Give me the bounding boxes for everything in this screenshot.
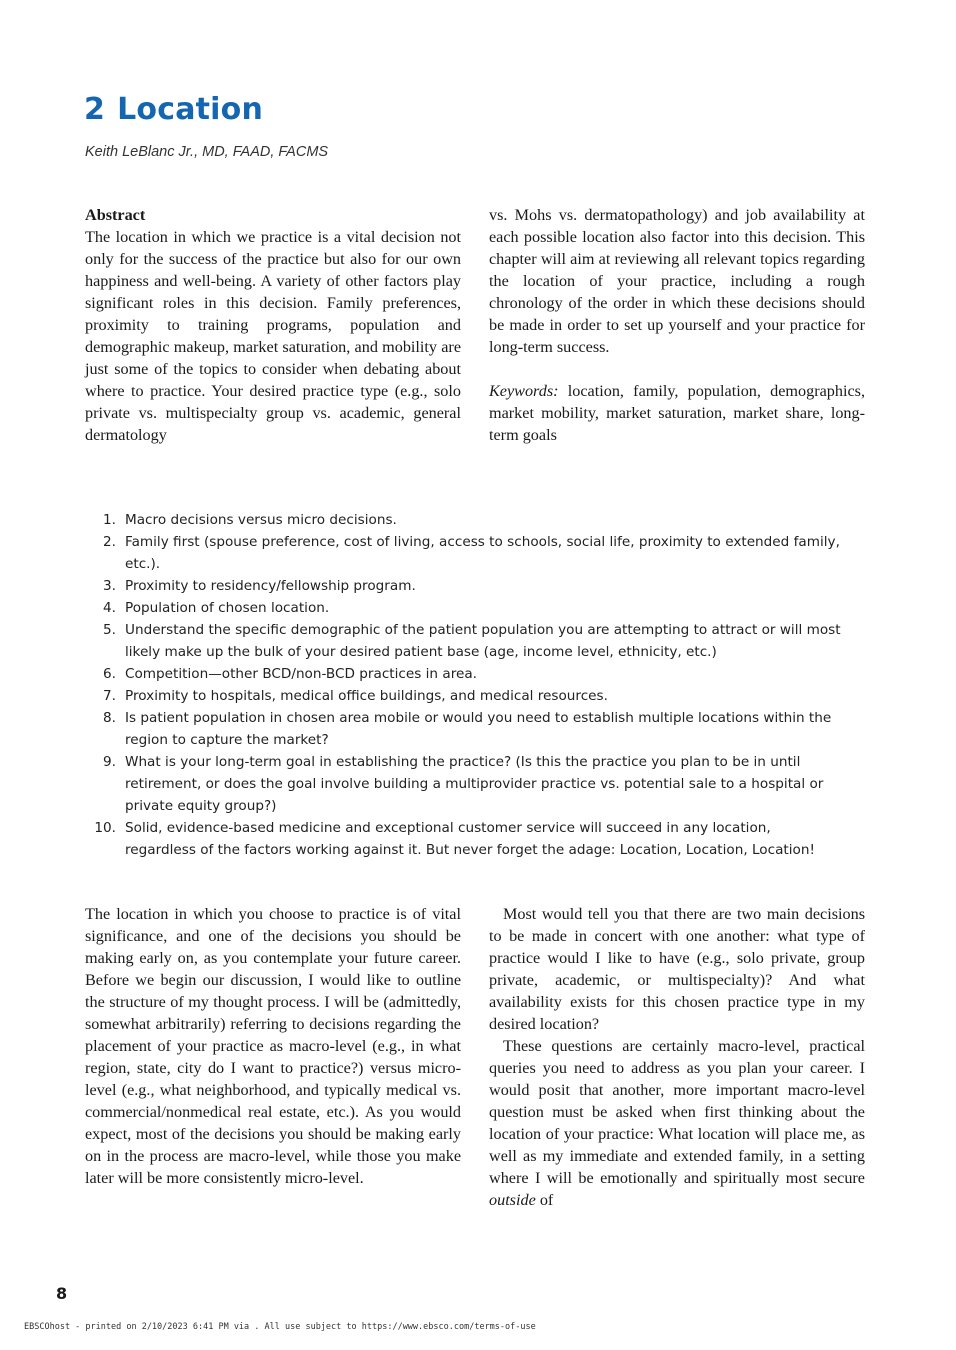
- list-item-text: Solid, evidence-based medicine and exceptional customer service will succeed in any location, regardless of the factors working against it. But never forget the adage: Location, Location, Location!: [125, 820, 815, 858]
- list-item-number: 3.: [103, 578, 116, 594]
- list-item: [84, 707, 844, 751]
- list-item-number: 6.: [103, 666, 116, 682]
- list-item-text: Macro decisions versus micro decisions.: [125, 512, 397, 528]
- chapter-number: 2: [84, 92, 106, 127]
- list-item: [84, 597, 844, 619]
- body-paragraph: Most would tell you that there are two main decisions to be made in concert with one another: what type of practice would I like to have (e.g., solo private, group private, academic, or multispecialty)? And what availability exists for this chosen practice type in my desired location?: [489, 905, 865, 1033]
- list-item-text: Is patient population in chosen area mobile or would you need to establish multiple locations within the region to capture the market?: [125, 710, 832, 748]
- list-item-text: What is your long-term goal in establishing the practice? (Is this the practice you plan to be in until retirement, or does the goal involve building a multiprovider practice vs. potential sale to a hospital or private equity group?): [125, 754, 824, 814]
- list-item: [84, 663, 844, 685]
- list-item-text: Family first (spouse preference, cost of living, access to schools, social life, proximity to extended family, etc.).: [125, 534, 840, 572]
- list-item-text: Competition—other BCD/non-BCD practices in area.: [125, 666, 477, 682]
- list-item-text: Understand the specific demographic of the patient population you are attempting to attract or will most likely make up the bulk of your desired patient base (age, income level, ethnicity, etc.): [125, 622, 841, 660]
- list-item-number: 5.: [103, 622, 116, 638]
- list-item: [84, 619, 844, 663]
- list-item-number: 10.: [94, 820, 116, 836]
- abstract-heading: Abstract: [85, 206, 146, 224]
- page-number: 8: [56, 1284, 68, 1303]
- chapter-title: [84, 92, 263, 127]
- abstract-right-column: [489, 204, 865, 446]
- abstract-left-column: [85, 204, 461, 446]
- body-paragraph-end: of: [539, 1191, 554, 1209]
- list-item: [84, 817, 844, 861]
- chapter-title-text: Location: [117, 92, 264, 127]
- body-left-column: [85, 903, 461, 1189]
- abstract-text-right: vs. Mohs vs. dermatopathology) and job availability at each possible location also factor into this decision. This chapter will aim at reviewing all relevant topics regarding the location of your practice, including a rough chronology of the order in which these decisions should be made in order to set up yourself and your practice for long-term success.: [489, 206, 865, 356]
- list-item-number: 2.: [103, 534, 116, 550]
- list-item-number: 1.: [103, 512, 116, 528]
- list-item: [84, 751, 844, 817]
- keywords-list: location, family, population, demographics, market mobility, market saturation, market share, long-term goals: [489, 382, 865, 444]
- body-paragraph: The location in which you choose to practice is of vital significance, and one of the decisions you should be making early on, as you contemplate your future career. Before we begin our discussion, I would like to outline the structure of my thought process. I will be (admittedly, somewhat arbitrarily) referring to decisions regarding the placement of your practice as macro-level (e.g., in what region, state, city do I want to practice?) versus micro-level (e.g., what neighborhood, and typically medical vs. commercial/nonmedical real estate, etc.). As you would expect, most of the decisions you should be making early on in the process are macro-level, while those you make later will be more consistently micro-level.: [85, 905, 461, 1187]
- list-item-number: 4.: [103, 600, 116, 616]
- body-emphasis: outside: [489, 1191, 536, 1209]
- list-item-number: 9.: [103, 754, 116, 770]
- list-item: [84, 531, 844, 575]
- keywords: [489, 380, 865, 446]
- list-item-text: Proximity to residency/fellowship program.: [125, 578, 416, 594]
- body-right-column: [489, 903, 865, 1211]
- list-item-number: 8.: [103, 710, 116, 726]
- body-paragraph-text: These questions are certainly macro-level, practical queries you need to address as you plan your career. I would posit that another, more important macro-level question must be asked when first thinking about the location of your practice: What location will place me, as well as my immediate and extended family, in a setting where I will be emotionally and spiritually most secure: [489, 1037, 865, 1187]
- list-item-number: 7.: [103, 688, 116, 704]
- body-paragraph: [489, 1035, 865, 1211]
- list-item-text: Population of chosen location.: [125, 600, 330, 616]
- footer-text: EBSCOhost - printed on 2/10/2023 6:41 PM via . All use subject to https://www.ebsco.com/terms-of-use: [24, 1322, 536, 1332]
- abstract-text-left: The location in which we practice is a vital decision not only for the success of the practice but also for our own happiness and well-being. A variety of other factors play significant roles in this decision. Family preferences, proximity to training programs, population and demographic makeup, market saturation, and mobility are just some of the topics to consider when debating about where to practice. Your desired practice type (e.g., solo private vs. multispecialty group vs. academic, general dermatology: [85, 228, 461, 444]
- keywords-label: Keywords:: [489, 382, 559, 400]
- list-item: [84, 575, 844, 597]
- list-item: [84, 509, 844, 531]
- list-item-text: Proximity to hospitals, medical office buildings, and medical resources.: [125, 688, 608, 704]
- rules-list: [84, 509, 844, 861]
- list-item: [84, 685, 844, 707]
- chapter-author: Keith LeBlanc Jr., MD, FAAD, FACMS: [85, 144, 329, 160]
